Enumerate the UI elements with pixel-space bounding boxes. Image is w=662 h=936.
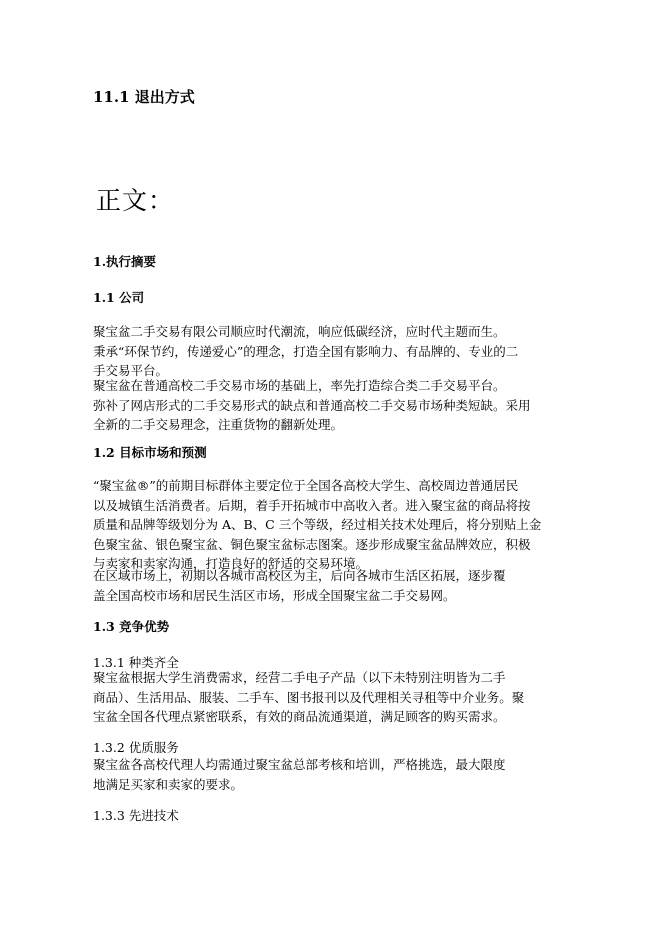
section-1-1-title: 1.1 公司 <box>93 290 145 305</box>
text-line: 以及城镇生活消费者。后期，着手开拓城市中高收入者。进入聚宝盆的商品将按 <box>93 497 531 513</box>
section-1-3-1-title: 1.3.1 种类齐全 <box>93 655 179 670</box>
text-line: 与卖家和卖家沟通，打造良好的舒适的交易环境。 <box>93 556 369 571</box>
section-1-3-1-paragraph <box>93 668 553 727</box>
section-1-1-paragraph-1 <box>93 322 553 381</box>
section-1-3-3-title: 1.3.3 先进技术 <box>93 808 179 823</box>
text-line: 盖全国高校市场和居民生活区市场，形成全国聚宝盆二手交易网。 <box>93 587 456 603</box>
section-1-2-title: 1.2 目标市场和预测 <box>93 445 207 460</box>
section-1-2-paragraph-2 <box>93 566 553 605</box>
section-1-title: 1.执行摘要 <box>93 254 157 269</box>
section-1-3-2-title: 1.3.2 优质服务 <box>93 740 179 755</box>
text-line: 商品）、生活用品、服装、二手车、图书报刊以及代理相关寻租等中介业务。聚 <box>93 689 525 705</box>
section-1-2-paragraph-1 <box>93 476 553 574</box>
section-1-1-paragraph-2 <box>93 376 553 435</box>
text-line: 聚宝盆在普通高校二手交易市场的基础上，率先打造综合类二手交易平台。 <box>93 378 506 393</box>
text-line: 聚宝盆各高校代理人均需通过聚宝盆总部考核和培训，严格挑选，最大限度 <box>93 757 506 772</box>
heading-exit-method: 11.1 退出方式 <box>93 88 195 106</box>
text-line: 弥补了网店形式的二手交易形式的缺点和普通高校二手交易市场种类短缺。采用 <box>93 397 531 413</box>
text-line: 聚宝盆二手交易有限公司顺应时代潮流，响应低碳经济，应时代主题而生。 <box>93 324 506 339</box>
text-line: “聚宝盆®”的前期目标群体主要定位于全国各高校大学生、高校周边普通居民 <box>93 478 519 493</box>
text-line: 地满足买家和卖家的要求。 <box>93 776 244 792</box>
text-line: 质量和品牌等级划分为 A、B、C 三个等级，经过相关技术处理后，将分别贴上金 <box>93 517 542 532</box>
text-line: 在区域市场上，初期以各城市高校区为主，后向各城市生活区拓展，逐步覆 <box>93 568 506 583</box>
heading-main-body: 正文： <box>96 186 175 215</box>
text-line: 宝盆全国各代理点紧密联系，有效的商品流通渠道，满足顾客的购买需求。 <box>93 709 506 724</box>
section-1-3-2-paragraph <box>93 755 553 794</box>
text-line: 手交易平台。 <box>93 363 169 378</box>
text-line: 全新的二手交易理念，注重货物的翻新处理。 <box>93 417 344 432</box>
text-line: 色聚宝盆、银色聚宝盆、铜色聚宝盆标志图案。逐步形成聚宝盆品牌效应，积极 <box>93 536 531 552</box>
section-1-3-title: 1.3 竞争优势 <box>93 619 170 634</box>
text-line: 聚宝盆根据大学生消费需求，经营二手电子产品（以下未特别注明皆为二手 <box>93 670 506 685</box>
text-line: 秉承“环保节约，传递爱心”的理念，打造全国有影响力、有品牌的、专业的二 <box>93 343 519 359</box>
